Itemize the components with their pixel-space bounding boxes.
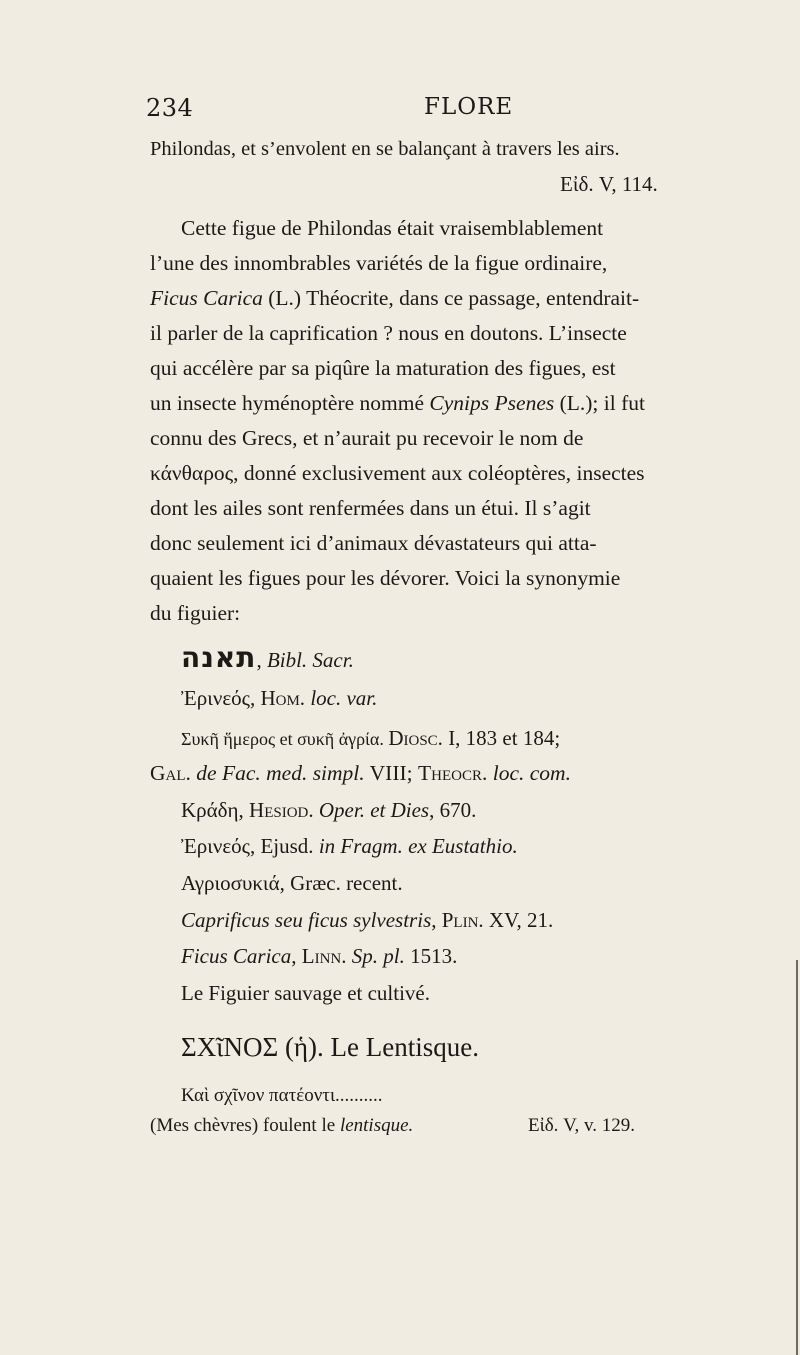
paragraph-line: κάνθαρος, donné exclusivement aux coléoptères, insectes xyxy=(150,461,645,485)
text-line: Philondas, et s’envolent en se balançant à travers les airs. xyxy=(150,138,620,160)
translation-line xyxy=(150,1113,413,1139)
paragraph-line: du figuier: xyxy=(150,601,241,625)
hebrew-word: תאנה xyxy=(181,641,257,674)
text-fragment: I, 183 et 184; xyxy=(442,726,561,750)
reference: Caprificus seu ficus sylvestris xyxy=(181,908,432,932)
text-fragment: (Mes chèvres) foulent le xyxy=(150,1115,340,1136)
synonym-line xyxy=(181,943,457,969)
reference: in Fragm. ex Eustathio. xyxy=(318,834,518,858)
text-fragment: XV, 21. xyxy=(483,908,554,932)
paragraph-line: connu des Grecs, et n’aurait pu recevoir le nom de xyxy=(150,426,584,450)
synonym-line xyxy=(181,641,354,674)
author: Theocr. xyxy=(418,761,488,785)
paragraph-line: l’une des innombrables variétés de la figue ordinaire, xyxy=(150,251,608,275)
synonym-line xyxy=(181,725,560,752)
reference: Oper. et Dies xyxy=(313,798,430,822)
paragraph-line: qui accélère par sa piqûre la maturation des figues, est xyxy=(150,356,616,380)
page-header xyxy=(146,94,646,124)
paragraph-line: il parler de la caprification ? nous en doutons. L’insecte xyxy=(150,321,627,345)
author: Hesiod. xyxy=(249,798,314,822)
synonym-line xyxy=(181,685,377,711)
text-fragment: (L.) Théocrite, dans ce passage, entendrait- xyxy=(262,286,640,310)
text-fragment: VIII; xyxy=(364,761,419,785)
text-fragment: , xyxy=(431,908,442,932)
synonym-line xyxy=(181,797,476,823)
paragraph-line: donc seulement ici d’animaux dévastateurs qui atta- xyxy=(150,531,597,555)
author: Linn. xyxy=(301,944,347,968)
author: Gal. xyxy=(150,761,191,785)
heading-french: Le Lentisque. xyxy=(330,1032,479,1062)
heading-greek: ΣΧῖΝΟΣ (ἡ). xyxy=(181,1032,331,1062)
synonym-line xyxy=(181,833,518,859)
text-fragment: un insecte hyménoptère nommé xyxy=(150,391,430,415)
reference: Sp. pl. xyxy=(346,944,405,968)
text-fragment: , xyxy=(291,944,302,968)
paragraph-line: quaient les figues pour les dévorer. Voici la synonymie xyxy=(150,566,621,590)
reference: Bibl. Sacr. xyxy=(266,648,354,672)
paragraph-line xyxy=(150,285,639,311)
reference: loc. var. xyxy=(305,686,378,710)
author: Hom. xyxy=(260,686,306,710)
section-heading xyxy=(181,1034,479,1060)
species-name: Cynips Psenes xyxy=(429,391,555,415)
synonym-line xyxy=(181,907,553,933)
synonym-line xyxy=(150,760,571,786)
citation: Εἰδ. V, 114. xyxy=(560,172,658,196)
synonym-line: Le Figuier sauvage et cultivé. xyxy=(181,981,430,1005)
paragraph-line xyxy=(150,390,645,416)
running-head: FLORE xyxy=(424,94,514,120)
reference: Ficus Carica xyxy=(181,944,292,968)
greek-word: Συκῆ ἥμερος et συκῆ ἀγρία. xyxy=(181,729,389,749)
reference: loc. com. xyxy=(487,761,571,785)
greek-word: Κράδη, xyxy=(181,798,250,822)
paragraph-line: Cette figue de Philondas était vraisemblablement xyxy=(181,216,604,240)
reference: de Fac. med. simpl. xyxy=(190,761,365,785)
italic-word: lentisque. xyxy=(339,1115,414,1136)
text-fragment: , 670. xyxy=(429,798,477,822)
citation: Εἰδ. V, v. 129. xyxy=(528,1115,635,1136)
greek-word: Ἐρινεός, Ejusd. xyxy=(181,834,319,858)
quote-line: Καὶ σχῖνον πατέοντι.......... xyxy=(181,1085,383,1106)
synonym-line: Αγριοσυκιά, Græc. recent. xyxy=(181,871,403,895)
page-number: 234 xyxy=(146,94,194,122)
text-fragment: 1513. xyxy=(404,944,458,968)
greek-word: Ἐρινεός, xyxy=(181,686,261,710)
page-edge-line xyxy=(796,960,798,1355)
species-name: Ficus Carica xyxy=(150,286,263,310)
text-fragment: , xyxy=(256,648,267,672)
text-fragment: (L.); il fut xyxy=(554,391,645,415)
author: Diosc. xyxy=(388,726,443,750)
paragraph-line: dont les ailes sont renfermées dans un étui. Il s’agit xyxy=(150,496,591,520)
author: Plin. xyxy=(441,908,484,932)
